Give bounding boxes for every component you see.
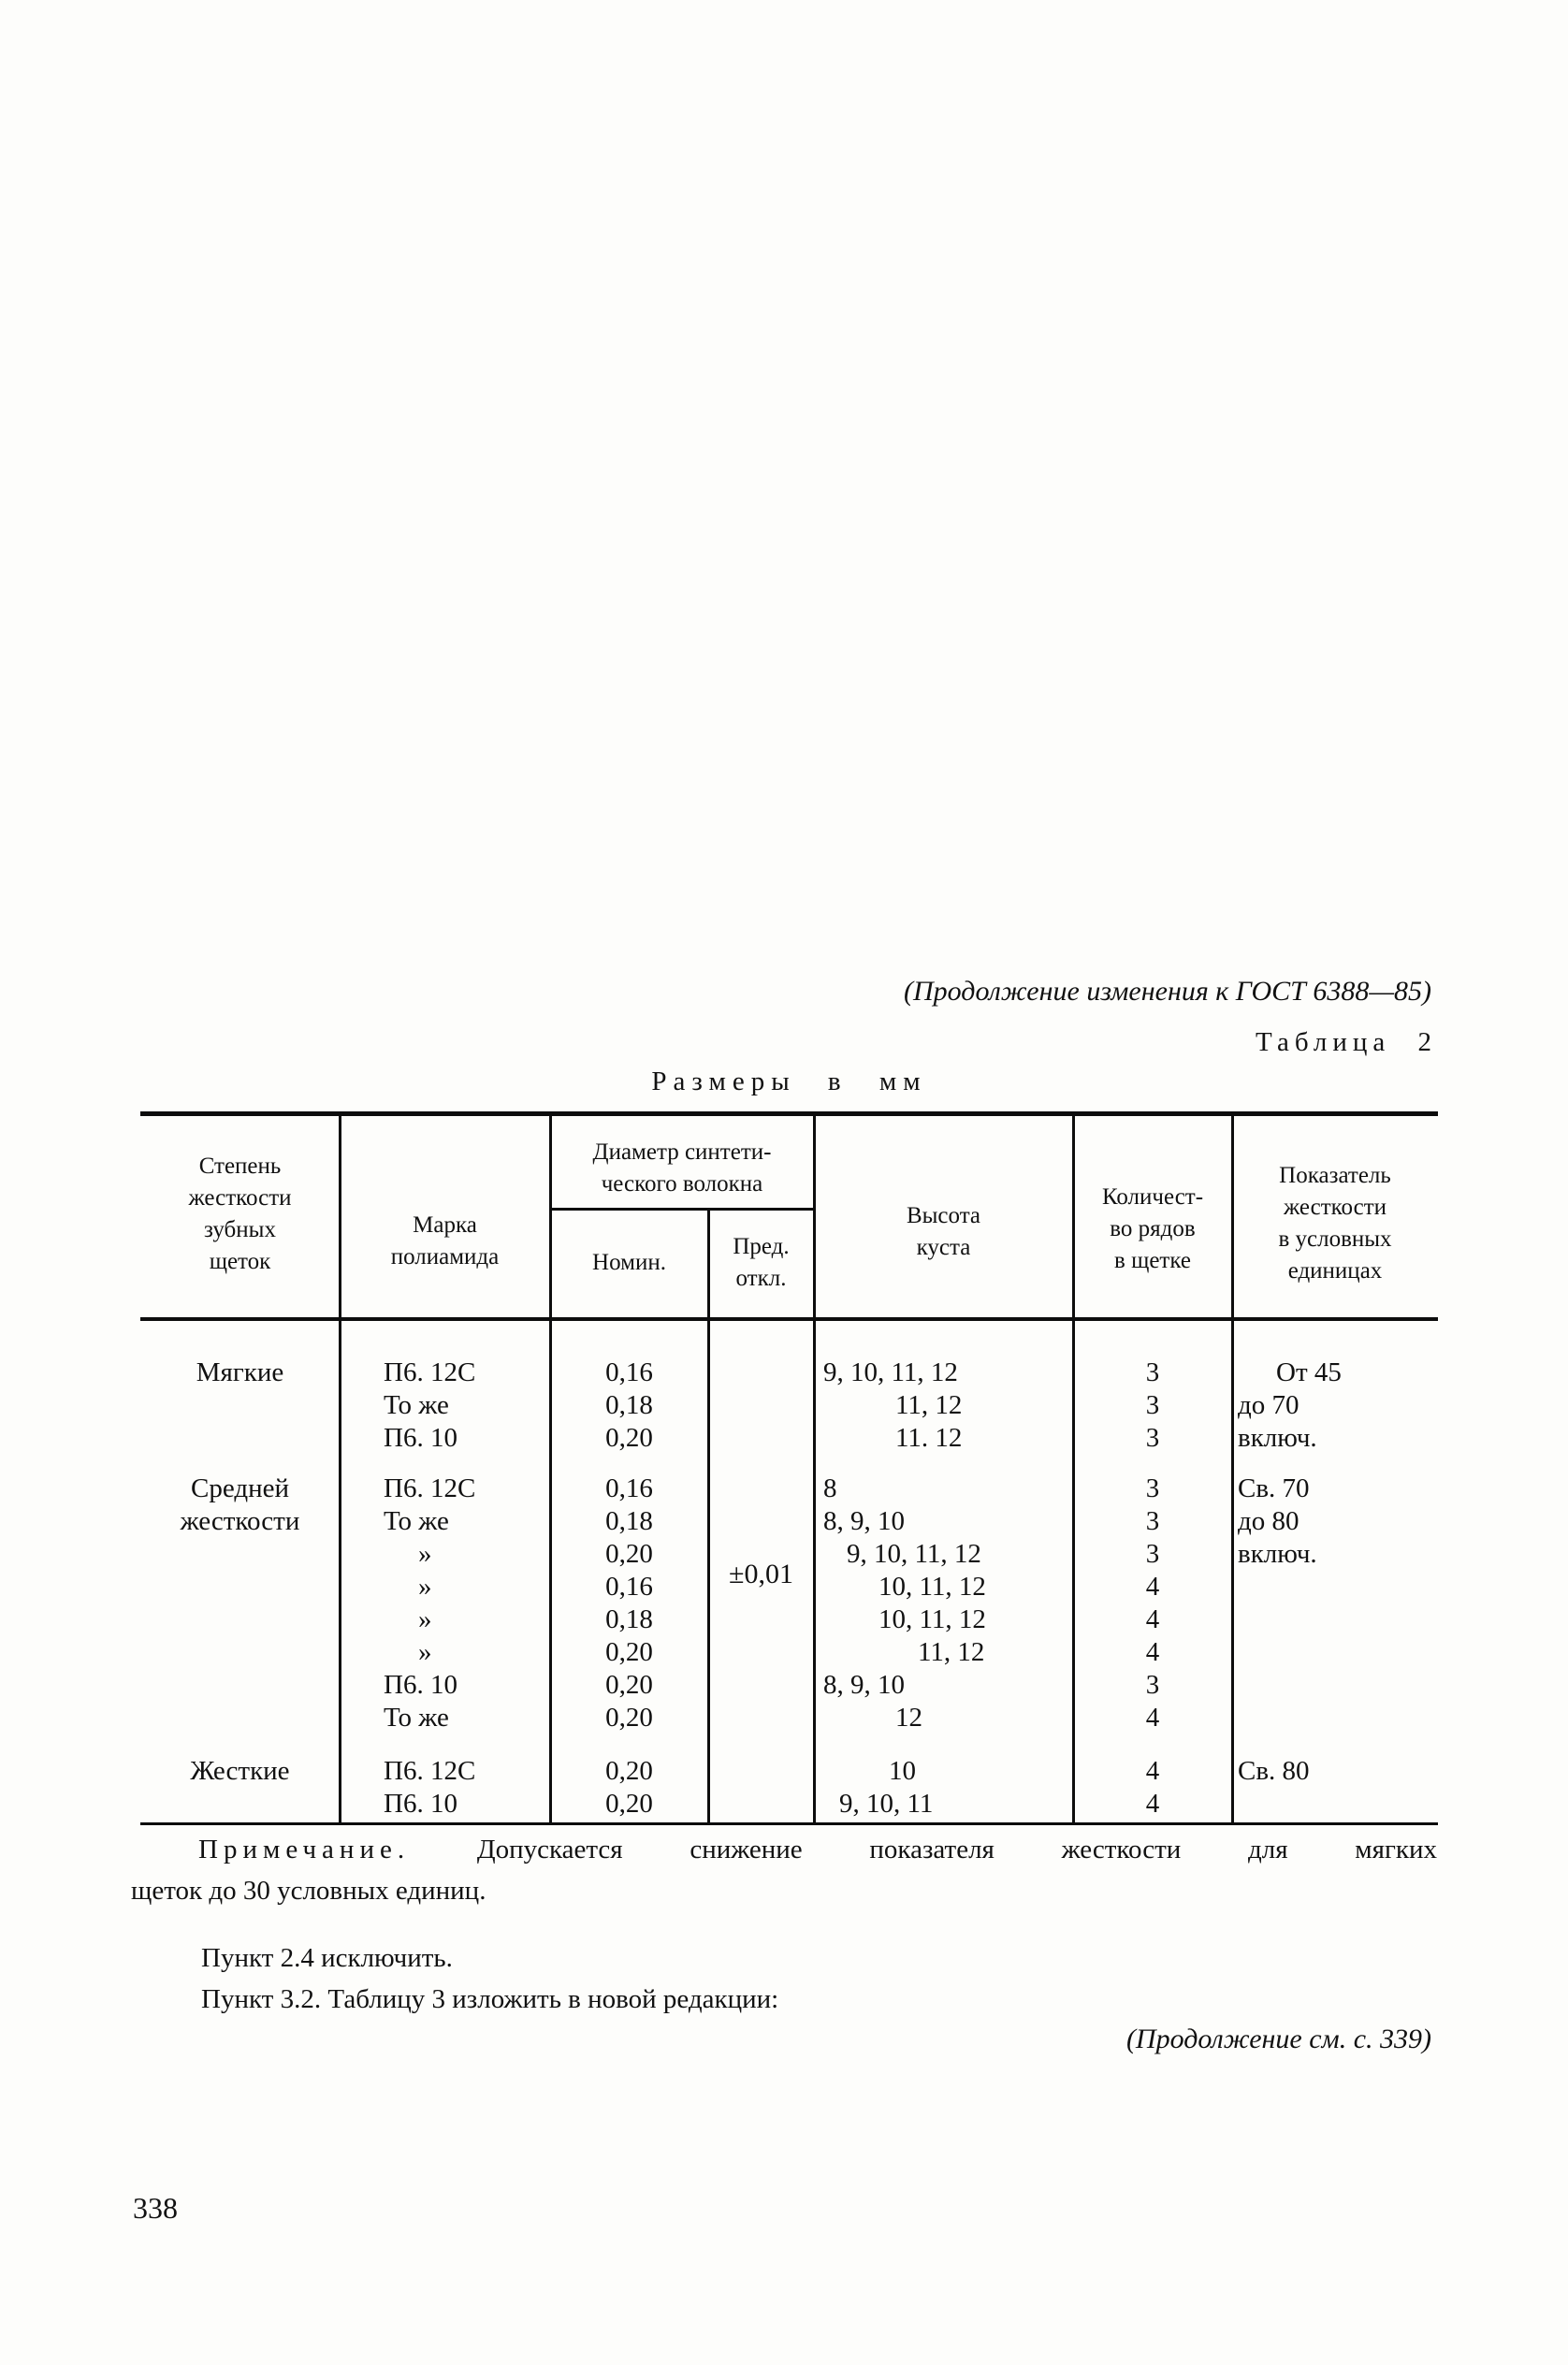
cell-height: 9, 10, 11, 12 — [823, 1357, 958, 1387]
cell-nominal: 0,20 — [605, 1637, 653, 1667]
cell-rows: 4 — [1145, 1637, 1160, 1667]
cell-rows: 3 — [1145, 1423, 1160, 1453]
cell-index: до 70 — [1238, 1390, 1299, 1420]
cell-mark: То же — [384, 1703, 449, 1733]
cell-index: включ. — [1238, 1539, 1317, 1569]
cell-rows: 4 — [1145, 1756, 1160, 1786]
cell-rows: 3 — [1145, 1473, 1160, 1503]
cell-mark: П6. 10 — [384, 1423, 457, 1453]
cell-mark: То же — [384, 1390, 449, 1420]
table-row — [140, 1422, 1438, 1455]
page-number: 338 — [133, 2191, 178, 2225]
table-row — [140, 1702, 1438, 1734]
cell-mark: П6. 10 — [384, 1789, 457, 1819]
cell-rows: 4 — [1145, 1703, 1160, 1733]
table-row — [140, 1669, 1438, 1702]
cell-index — [1232, 1702, 1438, 1734]
cell-rows: 3 — [1145, 1539, 1160, 1569]
cell-index — [1232, 1669, 1438, 1702]
cell-height: 12 — [895, 1703, 922, 1733]
cell-height: 11, 12 — [918, 1637, 985, 1667]
cell-index: Св. 70 — [1238, 1473, 1310, 1503]
table-row — [140, 1788, 1438, 1821]
cell-mark: П6. 12С — [384, 1473, 476, 1503]
cell-index: Св. 80 — [1238, 1756, 1310, 1786]
cell-nominal: 0,20 — [605, 1789, 653, 1819]
cell-index — [1232, 1636, 1438, 1669]
cell-mark: П6. 12С — [384, 1756, 476, 1786]
cell-index: включ. — [1238, 1423, 1317, 1453]
header-diameter-group: Диаметр синтети- ческого волокна — [592, 1139, 772, 1197]
note-label: Примечание. — [198, 1835, 411, 1864]
cell-nominal: 0,16 — [605, 1473, 653, 1503]
note-paragraph-line2: щеток до 30 условных единиц. — [131, 1876, 486, 1906]
cell-rows: 3 — [1145, 1670, 1160, 1700]
cell-nominal: 0,16 — [605, 1572, 653, 1602]
table-caption: Таблица 2 — [1255, 1027, 1437, 1057]
cell-height: 9, 10, 11 — [839, 1789, 934, 1819]
cell-nominal: 0,18 — [605, 1390, 653, 1420]
cell-mark: » — [418, 1637, 432, 1667]
cell-nominal: 0,20 — [605, 1539, 653, 1569]
note-text: Допускается снижение показателя жесткости для мягких — [476, 1835, 1437, 1864]
table-row — [140, 1389, 1438, 1422]
cell-mark: » — [418, 1604, 432, 1634]
cell-index: От 45 — [1276, 1357, 1342, 1387]
dimensions-table — [140, 1111, 1438, 1825]
group-label: Мягкие — [196, 1357, 284, 1387]
cell-mark: То же — [384, 1506, 449, 1536]
cell-nominal: 0,18 — [605, 1506, 653, 1536]
cell-nominal: 0,20 — [605, 1670, 653, 1700]
group-label: Средней жесткости — [180, 1473, 300, 1536]
cell-nominal: 0,20 — [605, 1703, 653, 1733]
group-medium — [140, 1473, 1438, 1734]
header-row-count: Количест- во рядов в щетке — [1101, 1184, 1204, 1273]
amendment-item-2: Пункт 3.2. Таблицу 3 изложить в новой редакции: — [201, 1984, 779, 2014]
cell-rows: 3 — [1145, 1506, 1160, 1536]
cell-rows: 4 — [1145, 1789, 1160, 1819]
table-bottom-rule — [140, 1822, 1438, 1825]
cell-height: 8, 9, 10 — [823, 1670, 905, 1700]
cell-height: 9, 10, 11, 12 — [847, 1539, 981, 1569]
cell-rows: 4 — [1145, 1572, 1160, 1602]
header-bush-height: Высота куста — [906, 1203, 981, 1260]
units-caption: Размеры в мм — [651, 1066, 927, 1096]
cell-nominal: 0,20 — [605, 1756, 653, 1786]
cell-height: 11. 12 — [895, 1423, 963, 1453]
table-row — [140, 1603, 1438, 1636]
cell-nominal: 0,20 — [605, 1423, 653, 1453]
cell-index — [1232, 1788, 1438, 1821]
cell-rows: 3 — [1145, 1390, 1160, 1420]
group-soft — [140, 1357, 1438, 1455]
continuation-heading: (Продолжение изменения к ГОСТ 6388—85) — [904, 976, 1431, 1007]
diameter-subheader-rule — [550, 1208, 814, 1211]
table-header-rule — [140, 1317, 1438, 1321]
cell-height: 11, 12 — [895, 1390, 963, 1420]
header-stiffness-index: Показатель жесткости в условных единицах — [1278, 1163, 1392, 1284]
cell-index — [1232, 1603, 1438, 1636]
continuation-footer: (Продолжение см. с. 339) — [1125, 2024, 1431, 2054]
amendment-item-1: Пункт 2.4 исключить. — [201, 1943, 453, 1973]
note-paragraph — [131, 1834, 1437, 1866]
cell-index — [1232, 1571, 1438, 1603]
cell-height: 8, 9, 10 — [823, 1506, 905, 1536]
table-row — [140, 1571, 1438, 1603]
cell-mark: П6. 12С — [384, 1357, 476, 1387]
header-mark: Марка полиамида — [390, 1212, 500, 1270]
table-row — [140, 1538, 1438, 1571]
cell-nominal: 0,18 — [605, 1604, 653, 1634]
cell-nominal: 0,16 — [605, 1357, 653, 1387]
cell-height: 10, 11, 12 — [878, 1572, 986, 1602]
cell-mark: » — [418, 1539, 432, 1569]
table-row — [140, 1636, 1438, 1669]
group-hard — [140, 1755, 1438, 1821]
cell-index: до 80 — [1238, 1506, 1299, 1536]
group-label: Жесткие — [190, 1756, 290, 1786]
table-top-rule — [140, 1111, 1438, 1116]
header-stiffness: Степень жесткости зубных щеток — [188, 1153, 292, 1274]
cell-mark: П6. 10 — [384, 1670, 457, 1700]
header-tolerance: Пред. откл. — [733, 1234, 790, 1291]
cell-height: 10 — [889, 1756, 916, 1786]
cell-height: 8 — [823, 1473, 837, 1503]
tolerance-value: ±0,01 — [729, 1559, 793, 1589]
cell-mark: » — [418, 1572, 432, 1602]
cell-rows: 3 — [1145, 1357, 1160, 1387]
cell-rows: 4 — [1145, 1604, 1160, 1634]
header-nominal: Номин. — [592, 1250, 666, 1275]
cell-height: 10, 11, 12 — [878, 1604, 986, 1634]
